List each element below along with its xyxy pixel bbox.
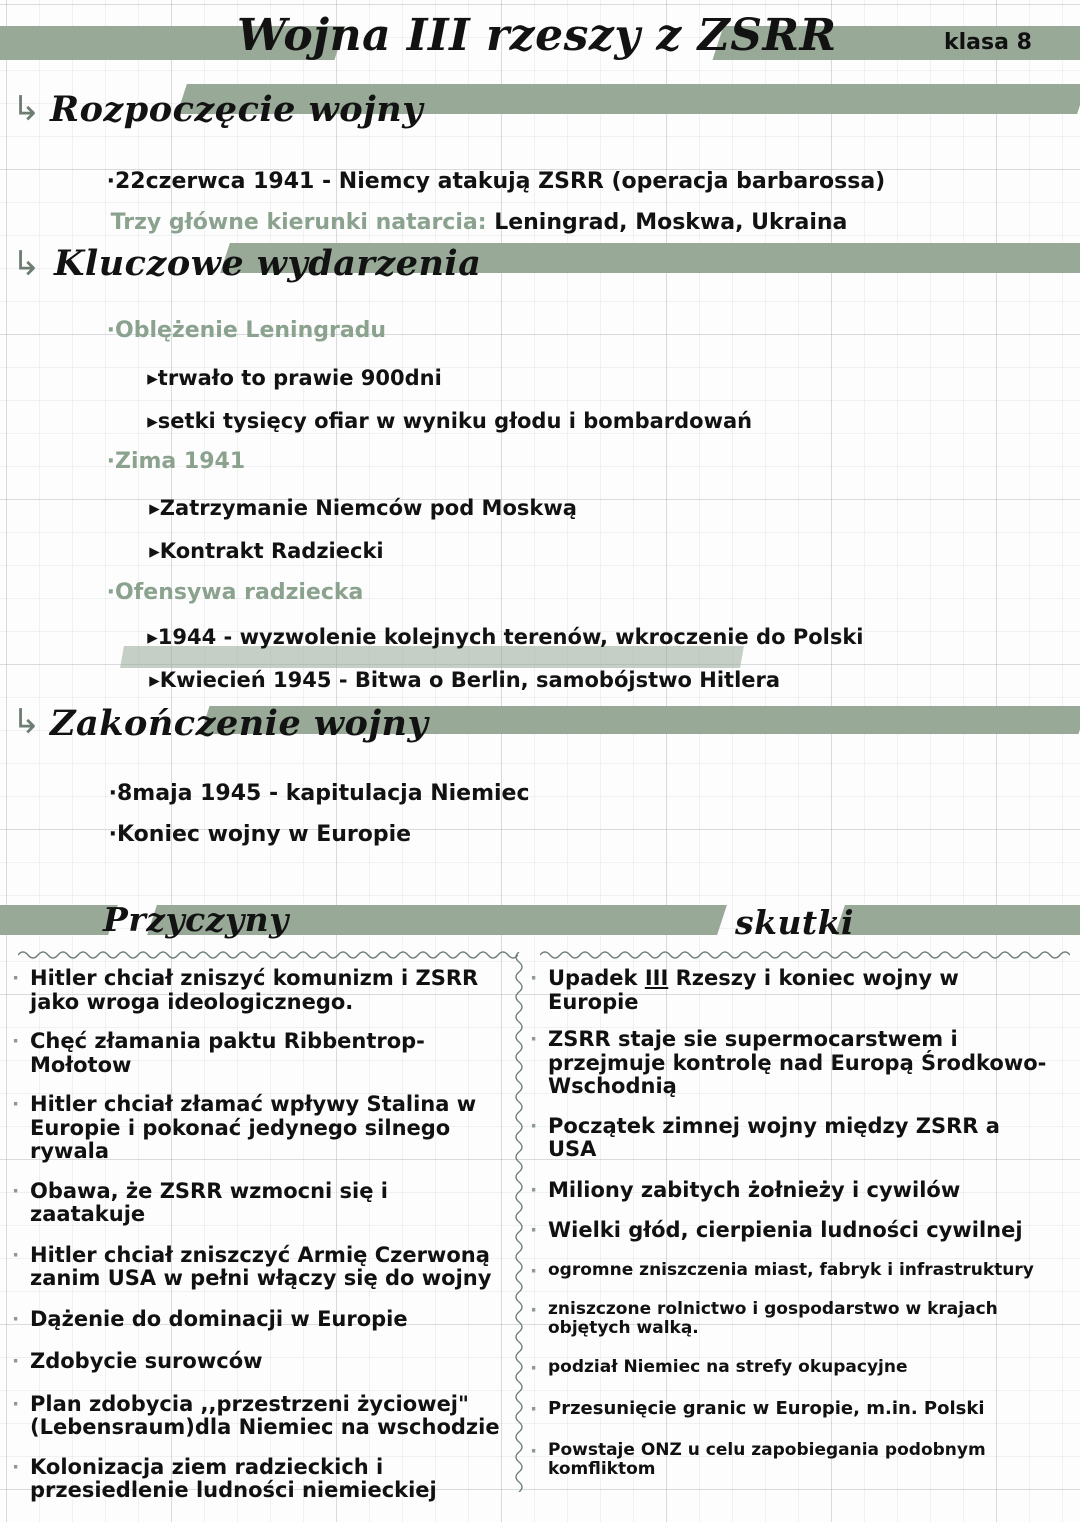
bullet-dot: · xyxy=(12,1093,20,1116)
bullet-dot: · xyxy=(530,1439,538,1462)
section-heading-zakonczenie: Zakończenie wojny xyxy=(50,703,429,744)
skutki-list xyxy=(530,966,1048,1479)
triangle-bullet-icon: ▸ xyxy=(149,668,160,692)
section-heading-kluczowe: Kluczowe wydarzenia xyxy=(54,243,482,284)
bullet-dot: · xyxy=(12,967,20,989)
list-item-text: ogromne zniszczenia miast, fabryk i infrastruktury xyxy=(548,1259,1034,1280)
bullet: · xyxy=(106,318,115,343)
bullet-dot: · xyxy=(12,1243,20,1266)
page-title: Wojna III rzeszy z ZSRR xyxy=(237,10,837,61)
group0-sub-0-text: trwało to prawie 900dni xyxy=(157,366,442,390)
triangle-bullet-icon: ▸ xyxy=(147,409,158,433)
column-heading-skutki: skutki xyxy=(735,903,855,942)
section-heading-rozpoczecie: Rozpoczęcie wojny xyxy=(50,89,424,130)
section3-item-1-text: Koniec wojny w Europie xyxy=(117,822,412,847)
list-item-text: Upadek III Rzeszy i koniec wojny w Europie xyxy=(548,966,959,1014)
list-item-text: Powstaje ONZ u celu zapobiegania podobnym komfliktom xyxy=(548,1439,986,1479)
bullet-dot: · xyxy=(530,1178,538,1201)
bullet-dot: · xyxy=(530,1259,538,1282)
group2-sub-1-text: Kwiecień 1945 - Bitwa o Berlin, samobójstwo Hitlera xyxy=(159,668,781,692)
list-item xyxy=(12,1454,500,1503)
corner-down-right-arrow-icon-1: ↳ xyxy=(12,89,41,129)
bullet-dot: · xyxy=(12,1392,20,1415)
list-item xyxy=(530,1356,1048,1379)
triangle-bullet-icon: ▸ xyxy=(147,366,158,390)
section1-mixed-green: Trzy główne kierunki natarcia: xyxy=(110,210,487,235)
bullet-dot: · xyxy=(530,1219,538,1242)
list-item-text: Plan zdobycia ,,przestrzeni życiowej" (Lebensraum)dla Niemiec na wschodzie xyxy=(30,1391,500,1440)
bullet-dot: · xyxy=(530,967,538,989)
list-item xyxy=(12,1092,500,1164)
group0-sub-1-text: setki tysięcy ofiar w wyniku głodu i bombardowań xyxy=(157,409,753,433)
list-item-text: podział Niemiec na strefy okupacyjne xyxy=(548,1356,908,1377)
list-item-text: Początek zimnej wojny między ZSRR a USA xyxy=(548,1113,1000,1162)
list-item-text: zniszczone rolnictwo i gospodarstwo w krajach objętych walką. xyxy=(548,1298,998,1338)
list-item xyxy=(530,1298,1048,1338)
section1-item-0-text: 22czerwca 1941 - Niemcy atakują ZSRR (operacja barbarossa) xyxy=(115,169,886,194)
bullet-dot: · xyxy=(530,1028,538,1051)
wavy-column-divider xyxy=(512,952,526,1492)
corner-down-right-arrow-icon-2: ↳ xyxy=(12,244,41,284)
section1-mixed-black: Leningrad, Moskwa, Ukraina xyxy=(486,210,848,235)
bullet-dot: · xyxy=(12,1179,20,1202)
bullet-dot: · xyxy=(12,1350,20,1373)
list-item-text: Chęć złamania paktu Ribbentrop-Mołotow xyxy=(30,1029,425,1077)
przyczyny-list xyxy=(12,966,500,1503)
list-item-text: Miliony zabitych żołnieży i cywilów xyxy=(548,1177,961,1202)
skutki-highlight-left xyxy=(495,905,727,935)
bullet-dot: · xyxy=(12,1455,20,1478)
column-heading-przyczyny: Przyczyny xyxy=(103,900,289,939)
list-item xyxy=(12,966,500,1014)
list-item-text: Hitler chciał złamać wpływy Stalina w Europie i pokonać jedynego silnego rywala xyxy=(30,1092,477,1164)
list-item xyxy=(12,1178,500,1227)
group-label-text: Oblężenie Leningradu xyxy=(115,318,387,343)
bullet: · xyxy=(106,580,115,605)
bullet-dot: · xyxy=(530,1114,538,1137)
list-item xyxy=(530,1027,1048,1099)
section3-item-0-text: 8maja 1945 - kapitulacja Niemiec xyxy=(117,781,530,806)
klasa-label: klasa 8 xyxy=(944,30,1032,55)
list-item-text: Przesunięcie granic w Europie, m.in. Polski xyxy=(548,1397,985,1419)
list-item xyxy=(12,1349,500,1374)
bullet: · xyxy=(106,449,115,474)
list-item-text: Obawa, że ZSRR wzmocni się i zaatakuje xyxy=(30,1178,388,1227)
triangle-bullet-icon: ▸ xyxy=(149,539,160,563)
skutki-highlight-right xyxy=(835,905,1080,935)
list-item xyxy=(12,1242,500,1291)
bullet: · xyxy=(106,169,115,194)
bullet-dot: · xyxy=(12,1307,20,1330)
group1-sub-0-text: Zatrzymanie Niemców pod Moskwą xyxy=(159,496,577,520)
list-item-text: Hitler chciał zniszyć komunizm i ZSRR jako wroga ideologicznego. xyxy=(30,966,479,1014)
list-item-text: Hitler chciał zniszczyć Armię Czerwoną zanim USA w pełni włączy się do wojny xyxy=(30,1242,492,1291)
roman-numeral-three: III xyxy=(644,966,669,990)
group2-sub-0-text: 1944 - wyzwolenie kolejnych terenów, wkroczenie do Polski xyxy=(157,625,864,649)
bullet-dot: · xyxy=(12,1030,20,1053)
bullet: · xyxy=(108,822,117,847)
list-item xyxy=(12,1306,500,1332)
section3-item-1 xyxy=(78,797,411,872)
list-item-text: ZSRR staje sie supermocarstwem i przejmuje kontrolę nad Europą Środkowo-Wschodnią xyxy=(548,1027,1047,1099)
list-item xyxy=(530,966,1048,1014)
list-item-text: Wielki głód, cierpienia ludności cywilnej xyxy=(548,1218,1023,1243)
list-item xyxy=(530,1218,1048,1243)
list-item xyxy=(12,1391,500,1440)
bullet-dot: · xyxy=(530,1356,538,1379)
list-item xyxy=(530,1259,1048,1282)
group-label-text: Zima 1941 xyxy=(115,449,246,474)
wavy-rule-right xyxy=(540,948,1070,962)
list-item xyxy=(530,1397,1048,1420)
bullet-dot: · xyxy=(530,1397,538,1420)
corner-down-right-arrow-icon-3: ↳ xyxy=(12,702,41,742)
list-item-text: Zdobycie surowców xyxy=(30,1349,263,1374)
przyczyny-highlight-left xyxy=(0,905,118,935)
triangle-bullet-icon: ▸ xyxy=(147,625,158,649)
bullet-dot: · xyxy=(530,1298,538,1321)
list-item xyxy=(530,1113,1048,1162)
list-item-text: Dążenie do dominacji w Europie xyxy=(30,1306,408,1331)
wavy-rule-left xyxy=(18,948,518,962)
triangle-bullet-icon: ▸ xyxy=(149,496,160,520)
list-item xyxy=(530,1439,1048,1479)
list-item xyxy=(12,1029,500,1077)
bullet: · xyxy=(108,781,117,806)
list-item xyxy=(530,1177,1048,1203)
list-item-text: Kolonizacja ziem radzieckich i przesiedlenie ludności niemieckiej xyxy=(30,1454,437,1503)
group1-sub-1-text: Kontrakt Radziecki xyxy=(159,539,384,563)
group-label-text: Ofensywa radziecka xyxy=(115,580,364,605)
